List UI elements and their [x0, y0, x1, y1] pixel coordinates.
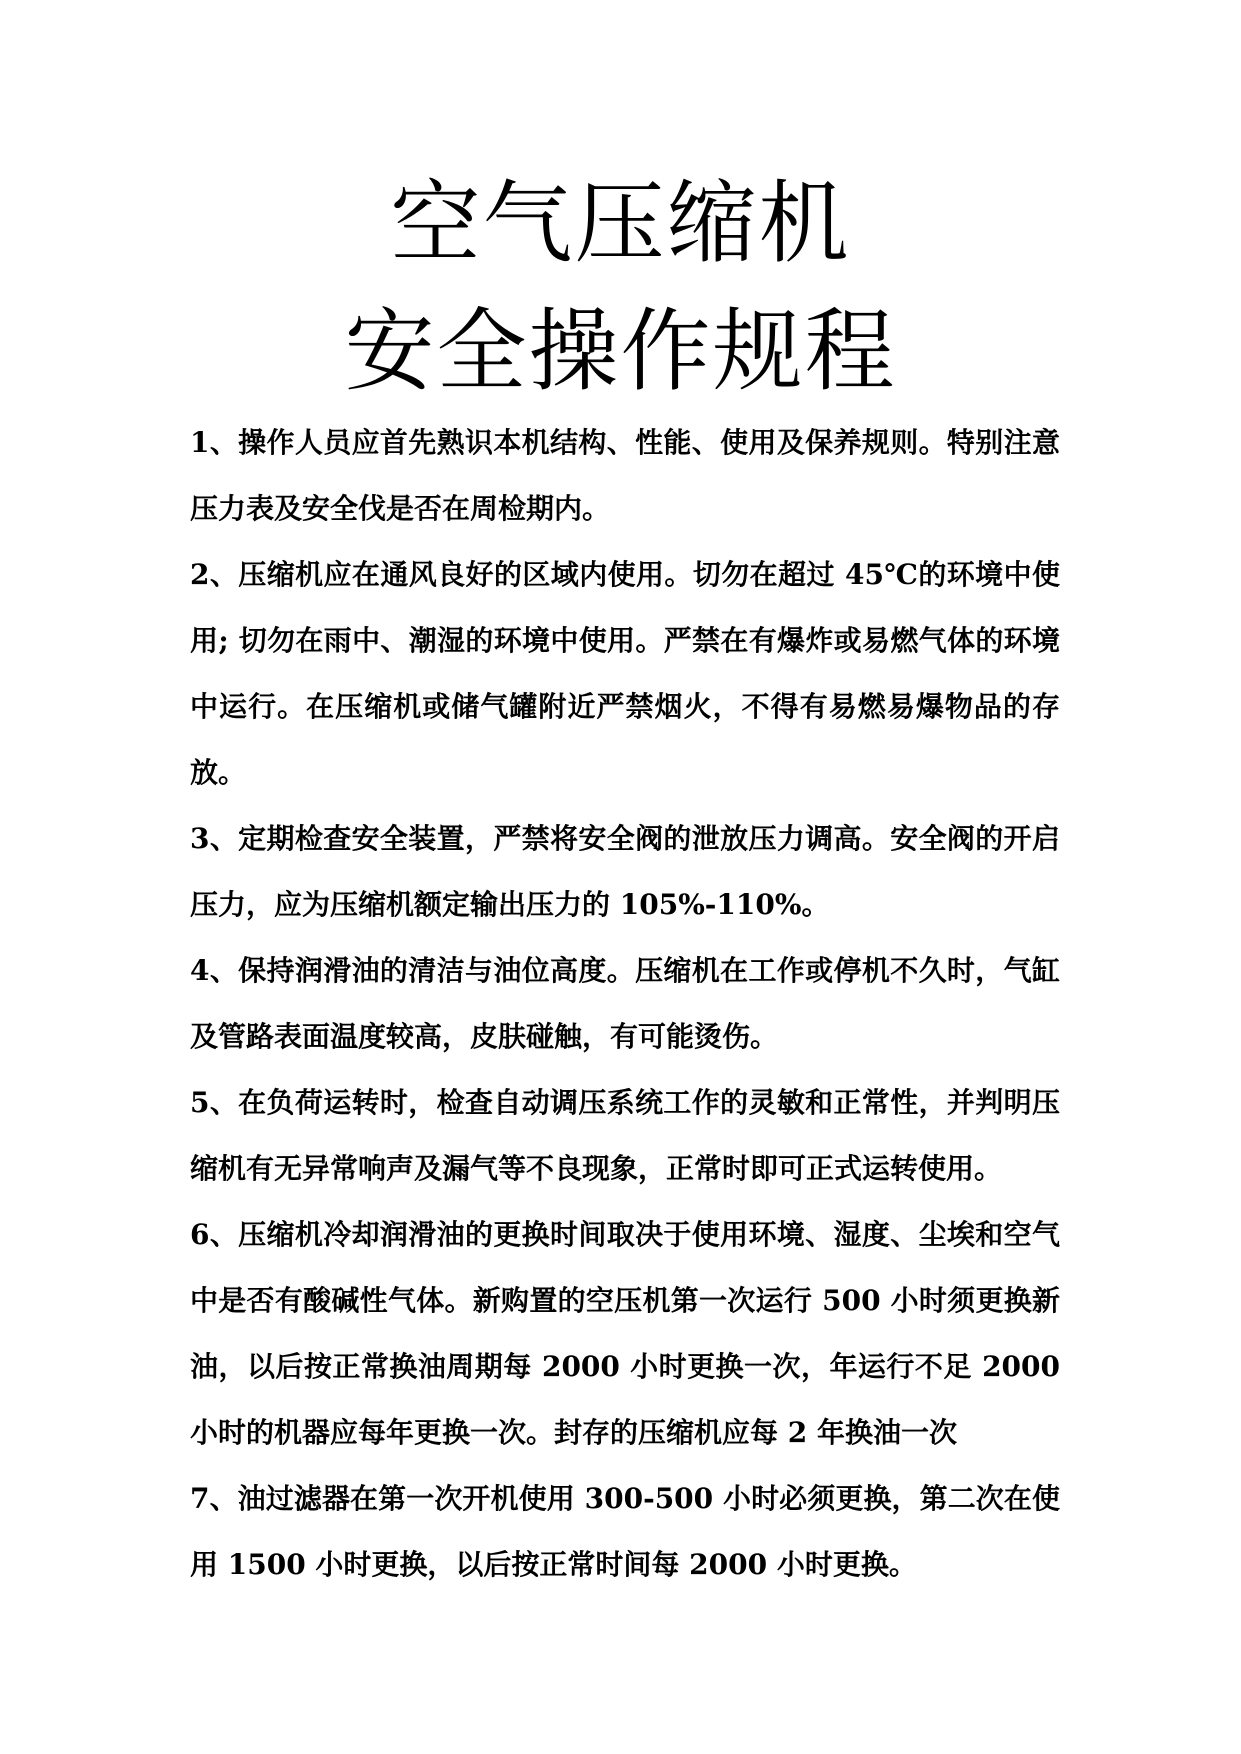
rule-item-1: 1、操作人员应首先熟识本机结构、性能、使用及保养规则。特别注意压力表及安全伐是否在周检期内。	[190, 426, 1060, 525]
rule-item-7: 7、油过滤器在第一次开机使用 300-500 小时必须更换，第二次在使用 1500 小时更换，以后按正常时间每 2000 小时更换。	[190, 1482, 1060, 1581]
title-block	[0, 160, 1241, 416]
rule-item-2: 2、压缩机应在通风良好的区域内使用。切勿在超过 45℃的环境中使用; 切勿在雨中、潮湿的环境中使用。严禁在有爆炸或易燃气体的环境中运行。在压缩机或储气罐附近严禁烟火，不得有易燃易爆物品的存放。	[190, 558, 1060, 789]
rule-item-3: 3、定期检查安全装置，严禁将安全阀的泄放压力调高。安全阀的开启压力，应为压缩机额定输出压力的 105%-110%。	[190, 822, 1060, 921]
document-title-line-1: 空气压缩机	[390, 171, 851, 276]
rule-item-4: 4、保持润滑油的清洁与油位高度。压缩机在工作或停机不久时，气缸及管路表面温度较高，皮肤碰触，有可能烫伤。	[190, 954, 1060, 1053]
document-title-line-2: 安全操作规程	[344, 299, 897, 404]
rule-item-6: 6、压缩机冷却润滑油的更换时间取决于使用环境、湿度、尘埃和空气中是否有酸碱性气体。新购置的空压机第一次运行 500 小时须更换新油，以后按正常换油周期每 2000 小时更换一次，年运行不足 2000 小时的机器应每年更换一次。封存的压缩机应每 2 年换油一次	[190, 1218, 1060, 1449]
rules-list	[190, 410, 1060, 1598]
rule-item-5: 5、在负荷运转时，检查自动调压系统工作的灵敏和正常性，并判明压缩机有无异常响声及漏气等不良现象，正常时即可正式运转使用。	[190, 1086, 1060, 1185]
